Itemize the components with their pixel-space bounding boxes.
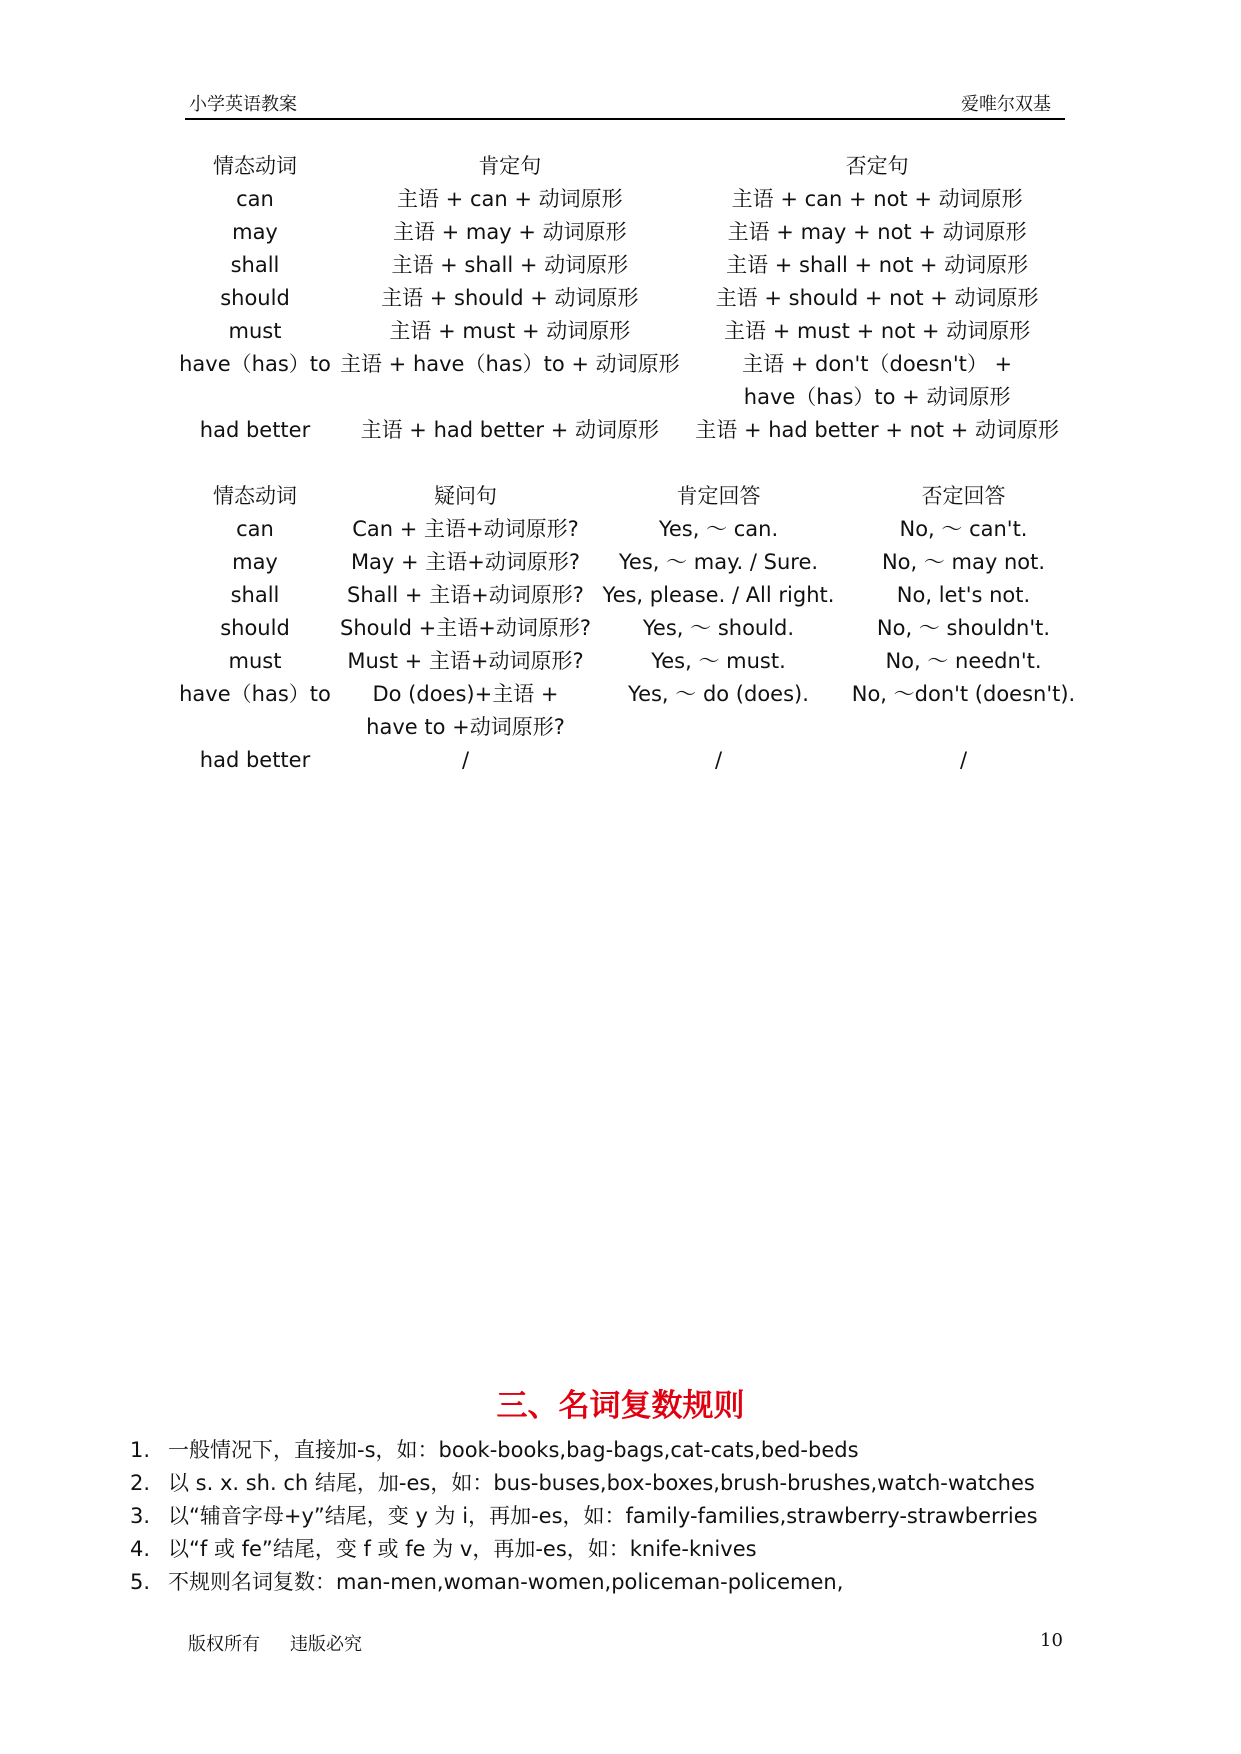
table-cell: Yes, please. / All right. — [602, 583, 835, 607]
table-row — [170, 744, 1081, 777]
table-cell: had better — [199, 418, 311, 442]
table-cell: Yes, ～ do (does). — [628, 682, 809, 706]
list-item-number: 3. — [130, 1504, 151, 1528]
list-item — [130, 1566, 1038, 1599]
table-cell: Shall + 主语+动词原形? — [347, 583, 584, 607]
table-header-row — [170, 150, 1075, 183]
modal-verb-question-table — [170, 480, 1081, 777]
table-cell: No, ～ needn't. — [885, 649, 1042, 673]
table-cell: shall — [230, 253, 280, 277]
table-cell: 主语 + should + not + 动词原形 — [715, 286, 1039, 310]
table-cell: / — [461, 748, 470, 772]
list-item — [130, 1467, 1038, 1500]
table-cell: 主语 + had better + not + 动词原形 — [695, 418, 1059, 442]
table-cell: must — [228, 319, 282, 343]
table-header-cell: 情态动词 — [213, 484, 297, 508]
table-row — [170, 612, 1081, 645]
table-cell: 主语 + can + 动词原形 — [397, 187, 623, 211]
table-cell: Must + 主语+动词原形? — [347, 649, 584, 673]
table-cell: have to +动词原形? — [366, 715, 565, 739]
table-cell: No, let's not. — [896, 583, 1031, 607]
table-cell: May + 主语+动词原形? — [350, 550, 581, 574]
list-item-text: 一般情况下，直接加-s，如：book-books,bag-bags,cat-cats,bed-beds — [168, 1438, 859, 1462]
table-row — [170, 315, 1075, 348]
table-cell: shall — [230, 583, 280, 607]
table-cell — [591, 711, 846, 744]
table-row — [170, 414, 1075, 447]
table-header-cell: 否定句 — [845, 154, 909, 178]
table-cell: Do (does)+主语 + — [372, 682, 559, 706]
table-cell: Yes, ～ should. — [642, 616, 795, 640]
table-header-cell: 肯定句 — [478, 154, 542, 178]
table-cell: 主语 + must + not + 动词原形 — [724, 319, 1031, 343]
list-item-text: 不规则名词复数：man-men,woman-women,policeman-policemen, — [168, 1570, 844, 1594]
list-item-text: 以 s. x. sh. ch 结尾，加-es，如：bus-buses,box-boxes,brush-brushes,watch-watches — [168, 1471, 1035, 1495]
table-cell: 主语 + can + not + 动词原形 — [731, 187, 1023, 211]
page-number: 10 — [1040, 1630, 1063, 1651]
table-cell: have（has）to + 动词原形 — [743, 385, 1011, 409]
footer-notice-text: 违版必究 — [290, 1634, 362, 1655]
table-cell: No, ～ may not. — [881, 550, 1046, 574]
table-cell: Should +主语+动词原形? — [340, 616, 591, 640]
table-cell — [170, 381, 340, 414]
table-cell: 主语 + must + 动词原形 — [389, 319, 631, 343]
table-cell: can — [236, 517, 274, 541]
table-row — [170, 711, 1081, 744]
table-row — [170, 579, 1081, 612]
page-header — [185, 86, 1065, 120]
section-title: 三、名词复数规则 — [496, 1388, 745, 1424]
table-cell: No, ～ can't. — [899, 517, 1028, 541]
list-item-text: 以“f 或 fe”结尾，变 f 或 fe 为 v，再加-es，如：knife-knives — [168, 1537, 757, 1561]
table-cell — [846, 711, 1081, 744]
table-cell: may — [232, 550, 278, 574]
table-row — [170, 282, 1075, 315]
list-item-number: 1. — [130, 1438, 151, 1462]
table-header-cell: 肯定回答 — [676, 484, 761, 508]
list-item — [130, 1500, 1038, 1533]
list-item-number: 5. — [130, 1570, 151, 1594]
table-cell: 主语 + had better + 动词原形 — [360, 418, 659, 442]
header-right-title: 爱唯尔双基 — [961, 94, 1051, 115]
list-item — [130, 1533, 1038, 1566]
list-item-number: 4. — [130, 1537, 151, 1561]
table-cell: 主语 + shall + not + 动词原形 — [726, 253, 1029, 277]
modal-verb-statement-table — [170, 150, 1075, 447]
table-cell: had better — [199, 748, 311, 772]
table-cell — [340, 381, 680, 414]
plural-rules-list — [130, 1434, 1038, 1599]
table-cell: 主语 + shall + 动词原形 — [391, 253, 629, 277]
footer-copyright-text: 版权所有 — [188, 1634, 260, 1655]
list-item — [130, 1434, 1038, 1467]
table-row — [170, 348, 1075, 381]
table-cell: may — [232, 220, 278, 244]
table-cell: 主语 + should + 动词原形 — [381, 286, 639, 310]
table-cell: / — [959, 748, 968, 772]
table-row — [170, 216, 1075, 249]
table-header-row — [170, 480, 1081, 513]
table-header-cell: 否定回答 — [921, 484, 1006, 508]
list-item-text: 以“辅音字母+y”结尾，变 y 为 i，再加-es，如：family-families,strawberry-strawberries — [168, 1504, 1038, 1528]
table-row — [170, 513, 1081, 546]
table-cell: Yes, ～ may. / Sure. — [618, 550, 819, 574]
table-header-cell: 疑问句 — [433, 484, 497, 508]
table-row — [170, 381, 1075, 414]
header-left-title: 小学英语教案 — [189, 94, 297, 115]
table-cell: No, ～don't (doesn't). — [851, 682, 1076, 706]
table-row — [170, 678, 1081, 711]
table-cell — [170, 711, 340, 744]
table-cell: 主语 + may + not + 动词原形 — [727, 220, 1027, 244]
table-cell: should — [220, 286, 290, 310]
table-header-cell: 情态动词 — [213, 154, 297, 178]
table-cell: Can + 主语+动词原形? — [352, 517, 579, 541]
table-cell: Yes, ～ must. — [651, 649, 786, 673]
table-cell: should — [220, 616, 290, 640]
table-cell: have（has）to — [179, 682, 331, 706]
list-item-number: 2. — [130, 1471, 151, 1495]
table-row — [170, 546, 1081, 579]
table-row — [170, 183, 1075, 216]
table-cell: can — [236, 187, 274, 211]
footer-copyright — [188, 1630, 362, 1656]
table-cell: 主语 + don't（doesn't） + — [742, 352, 1013, 376]
table-cell: Yes, ～ can. — [658, 517, 779, 541]
table-cell: No, ～ shouldn't. — [876, 616, 1051, 640]
table-cell: 主语 + have（has）to + 动词原形 — [340, 352, 680, 376]
table-cell: / — [714, 748, 723, 772]
table-cell: 主语 + may + 动词原形 — [392, 220, 627, 244]
table-cell: must — [228, 649, 282, 673]
table-row — [170, 249, 1075, 282]
table-cell: have（has）to — [179, 352, 331, 376]
table-row — [170, 645, 1081, 678]
